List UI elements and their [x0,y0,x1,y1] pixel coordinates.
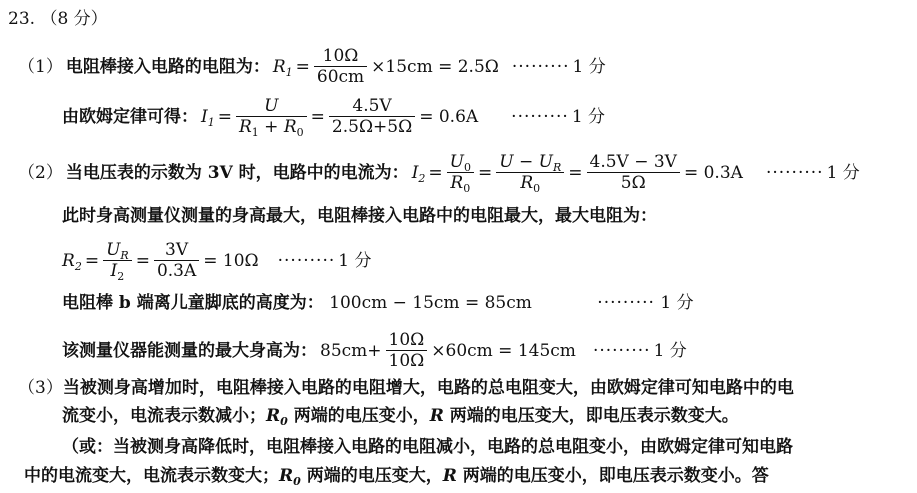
equals-sign: = [135,250,150,271]
var-i2: $I_2$ [411,162,426,185]
part2-label: （2） [18,162,63,183]
score-mark: 1 分 [653,340,687,361]
var-r1: $R_1$ [272,56,293,79]
equals-sign: = [217,106,232,127]
score-dots: ········· [277,250,336,271]
part2-line5-pre: 85cm+ [320,340,382,361]
part2-line1-text: 当电压表的示数为 3V 时，电路中的电流为： [65,162,409,183]
equals-sign: = [310,106,325,127]
part3-line2: 流变小，电流表示数减小；$R_0$ 两端的电压变小，R 两端的电压变大，即电压表示数变大。 [62,406,739,428]
part3-line4: 中的电流变大，电流表示数变大；$R_0$ 两端的电压变大，R 两端的电压变小，即电压表示数变小。答 [24,466,769,488]
part1-line1-text: 电阻棒接入电路的电阻为： [65,56,270,77]
question-header [8,8,108,30]
fraction-3v-over-0.3a: $\frac{3V}{0.3A}$ [154,240,199,281]
part2-line5-text: 该测量仪器能测量的最大身高为： [62,340,317,361]
part2-line4-text: 电阻棒 b 端离儿童脚底的高度为： [62,293,324,313]
score-dots: ········· [511,56,570,77]
part2-line5-result: ×60cm = 145cm [431,340,576,361]
var-r: R [429,406,444,426]
question-number: 23. [8,9,36,29]
var-i1: $I_1$ [201,106,215,129]
question-score: （8 分） [40,9,108,29]
equals-sign: = [295,56,310,77]
fraction-u-over-r1-r0: $\frac{U}{R_1 + R_0}$ [236,96,307,137]
part2-line5 [62,330,687,371]
var-r0: $R_0$ [266,406,288,428]
score-mark: 1 分 [572,56,606,77]
var-r2: $R_2$ [62,250,82,273]
fraction-ur-over-i2: $\frac{U_R}{I_2}$ [103,240,132,281]
var-r0: $R_0$ [279,466,301,488]
equals-sign: = [568,162,583,183]
part1-line2-result: = 0.6A [419,106,479,127]
fraction-10-over-60: $\frac{10\Omega}{60cm}$ [314,46,367,87]
part1-line2 [62,96,605,137]
part2-line2: 此时身高测量仪测量的身高最大，电阻棒接入电路中的电阻最大，最大电阻为： [62,206,657,226]
part3-label: （3） [18,378,63,398]
score-dots: ········· [592,340,651,361]
part2-line4-expr: 100cm − 15cm = 85cm [329,293,532,313]
equals-sign: = [428,162,443,183]
part2-line3 [62,240,372,281]
part3-line1 [18,377,794,399]
equals-sign: = [477,162,493,183]
fraction-1.5-over-5: $\frac{4.5V - 3V}{5\Omega}$ [587,152,680,193]
part1-line2-text: 由欧姆定律可得： [62,106,198,127]
score-dots: ········· [765,162,824,183]
fraction-u-minus-ur-over-r0: $\frac{U - U_R}{R_0}$ [496,152,564,193]
part1-label: （1） [18,56,63,77]
score-mark: 1 分 [571,106,606,127]
fraction-4.5-over-7.5: $\frac{4.5V}{2.5\Omega+5\Omega}$ [329,96,415,137]
part3-line1-text: 当被测身高增加时，电阻棒接入电路的电阻增大，电路的总电阻变大，由欧姆定律可知电路中的电 [62,378,794,398]
score-dots: ········· [597,293,655,313]
part2-line3-result: = 10Ω [203,250,259,271]
part3-line3: （或：当被测身高降低时，电阻棒接入电路的电阻减小，电路的总电阻变小，由欧姆定律可知电路 [62,437,793,457]
score-mark: 1 分 [826,162,860,183]
score-mark: 1 分 [338,250,372,271]
score-dots: ········· [511,106,569,127]
part2-line4 [62,292,694,314]
var-r: R [442,466,457,486]
equals-sign: = [84,250,100,271]
part2-line1-result: = 0.3A [683,162,743,183]
part2-line1 [18,152,860,193]
part1-line1 [18,46,606,87]
fraction-10-over-10: $\frac{10\Omega}{10\Omega}$ [386,330,428,371]
score-mark: 1 分 [660,293,694,313]
part1-line1-result: ×15cm = 2.5Ω [371,56,499,77]
fraction-u0-over-r0: $\frac{U_0}{R_0}$ [447,152,474,193]
